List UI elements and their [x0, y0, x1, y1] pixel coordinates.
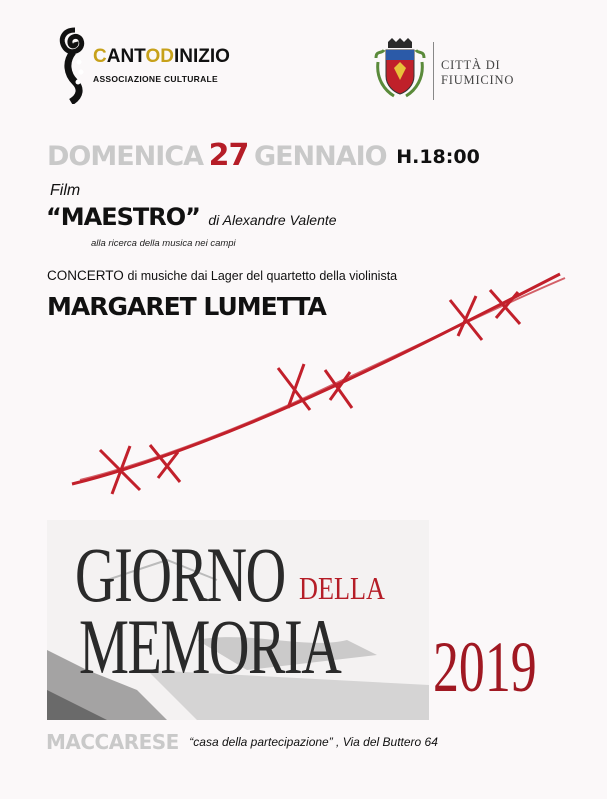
- memorial-word-della: DELLA: [299, 570, 385, 606]
- event-location: [46, 730, 438, 754]
- cantodinizio-logo: [55, 26, 230, 104]
- location-address: “casa della partecipazione” , Via del Buttero 64: [189, 735, 438, 749]
- violin-scroll-icon: [55, 26, 95, 104]
- event-day: 27: [208, 138, 249, 173]
- film-director: di Alexandre Valente: [208, 212, 337, 228]
- concert-label: CONCERTO: [47, 268, 124, 283]
- city-label-line1: CITTÀ DI: [441, 58, 501, 72]
- memorial-banner: [47, 520, 429, 720]
- memorial-year: 2019: [433, 627, 537, 707]
- film-title-line: [46, 203, 337, 231]
- performer-name: MARGARET LUMETTA: [47, 292, 326, 321]
- event-time: H.18:00: [396, 146, 480, 168]
- logo-brand-name: CANTODINIZIO: [93, 46, 230, 67]
- film-tagline: alla ricerca della musica nei campi: [91, 238, 236, 249]
- logo-subtitle: ASSOCIAZIONE CULTURALE: [93, 74, 218, 84]
- event-weekday: DOMENICA: [47, 141, 204, 172]
- coat-of-arms-icon: [372, 38, 428, 100]
- event-month: GENNAIO: [253, 141, 387, 172]
- memorial-word-giorno: GIORNO: [75, 531, 285, 618]
- barbed-wire-illustration: [0, 260, 607, 520]
- film-label: Film: [50, 182, 81, 199]
- event-date: [47, 138, 480, 173]
- barb: [100, 290, 520, 494]
- concert-description: di musiche dai Lager del quartetto della violinista: [127, 269, 398, 283]
- film-title: “MAESTRO”: [46, 203, 200, 231]
- memorial-word-memoria: MEMORIA: [79, 603, 341, 690]
- logo-divider: [433, 42, 434, 100]
- location-place: MACCARESE: [46, 730, 179, 754]
- fiumicino-logo: [372, 38, 552, 100]
- city-label-line2: FIUMICINO: [441, 73, 515, 87]
- wire-strand: [72, 274, 560, 484]
